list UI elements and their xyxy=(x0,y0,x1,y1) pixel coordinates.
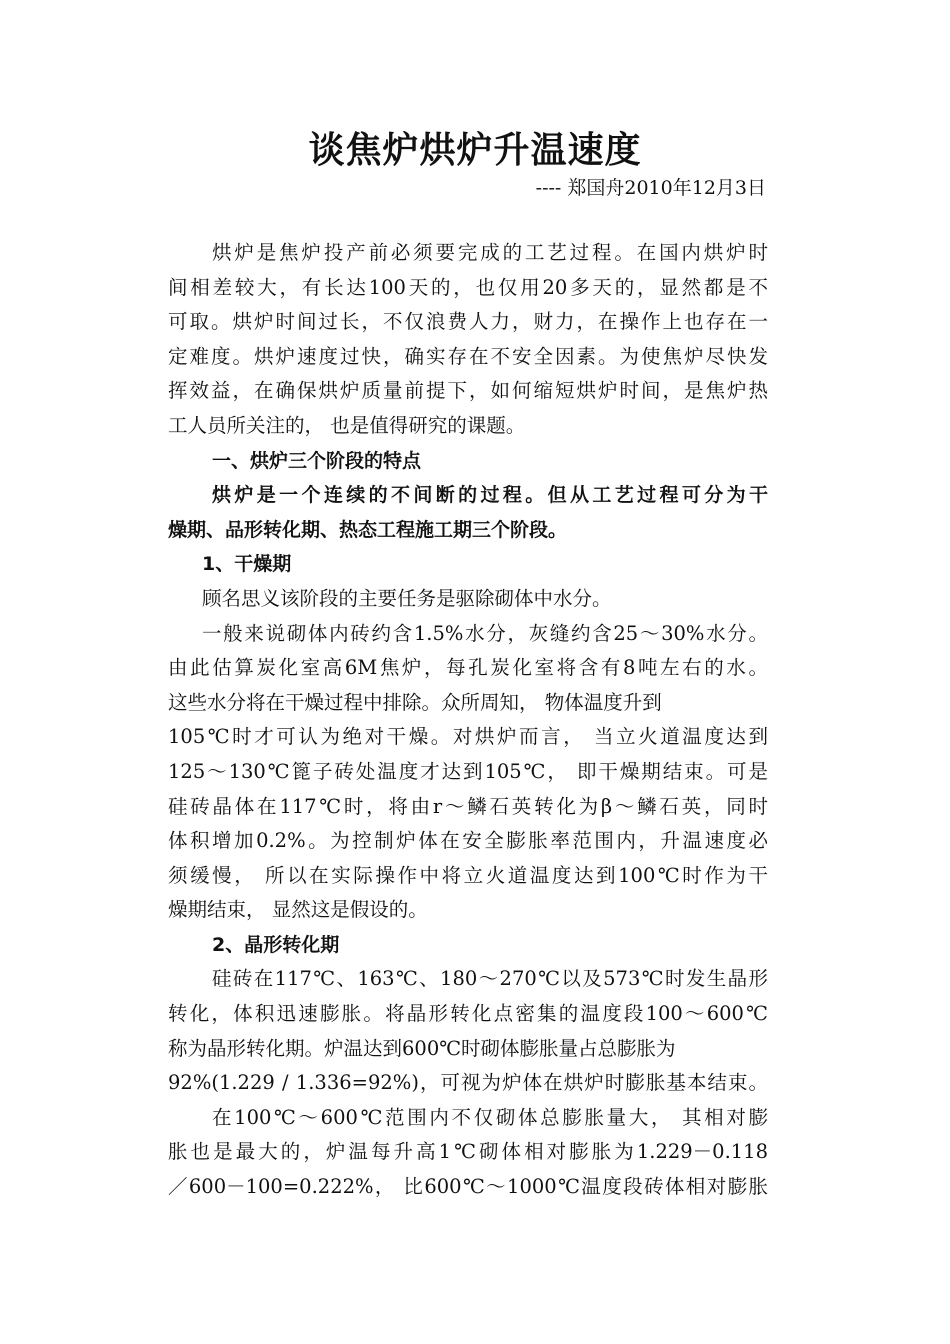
paragraph-line: ／600－100=0.222%， 比600℃～1000℃温度段砖体相对膨胀 xyxy=(168,1175,768,1199)
paragraph-line: 胀也是最大的，炉温每升高1℃砌体相对膨胀为1.229－0.118 xyxy=(168,1140,768,1164)
section-heading-line: 烘炉是一个连续的不间断的过程。但从工艺过程可分为干 xyxy=(212,484,768,507)
section-heading-line: 2、晶形转化期 xyxy=(212,933,340,956)
paragraph-line: 体积增加0.2%。为控制炉体在安全膨胀率范围内，升温速度必 xyxy=(168,829,768,853)
paragraph-line: 125～130℃篦子砖处温度才达到105℃， 即干燥期结束。可是 xyxy=(168,759,768,783)
page-title: 谈焦炉烘炉升温速度 xyxy=(308,130,642,171)
paragraph-line: 燥期结束， 显然这是假设的。 xyxy=(168,898,428,922)
paragraph-line: 顾名思义该阶段的主要任务是驱除砌体中水分。 xyxy=(202,586,612,610)
paragraph-line: 工人员所关注的， 也是值得研究的课题。 xyxy=(168,413,526,437)
paragraph-line: 由此估算炭化室高6M焦炉，每孔炭化室将含有8吨左右的水。 xyxy=(168,656,768,680)
author-date-line: ---- 郑国舟2010年12月3日 xyxy=(535,177,766,199)
document-body xyxy=(168,236,768,1205)
paragraph-line: 称为晶形转化期。炉温达到600℃时砌体膨胀量占总膨胀为 xyxy=(168,1036,676,1060)
paragraph-line: 可取。烘炉时间过长，不仅浪费人力，财力，在操作上也存在一 xyxy=(168,310,768,334)
paragraph-line: 105℃时才可认为绝对干燥。对烘炉而言， 当立火道温度达到 xyxy=(168,725,768,749)
paragraph-line: 在100℃～600℃范围内不仅砌体总膨胀量大， 其相对膨 xyxy=(212,1105,768,1129)
section-heading-line: 一、烘炉三个阶段的特点 xyxy=(212,449,422,472)
paragraph-line: 间相差较大，有长达100天的，也仅用20多天的，显然都是不 xyxy=(168,275,768,299)
paragraph-line: 硅砖在117℃、163℃、180～270℃以及573℃时发生晶形 xyxy=(212,967,768,991)
paragraph-line: 这些水分将在干燥过程中排除。众所周知， 物体温度升到 xyxy=(168,690,662,714)
paragraph-line: 硅砖晶体在117℃时，将由r～鳞石英转化为β～鳞石英，同时 xyxy=(168,794,768,818)
section-heading-line: 燥期、品形转化期、热态工程施工期三个阶段。 xyxy=(168,518,568,541)
paragraph-line: 转化，体积迅速膨胀。将晶形转化点密集的温度段100～600℃ xyxy=(168,1002,768,1026)
paragraph-line: 须缓慢， 所以在实际操作中将立火道温度达到100℃时作为干 xyxy=(168,863,768,887)
paragraph-line: 挥效益，在确保烘炉质量前提下，如何缩短烘炉时间，是焦炉热 xyxy=(168,379,768,403)
paragraph-line: 一般来说砌体内砖约含1.5%水分，灰缝约含25～30%水分。 xyxy=(202,621,768,645)
paragraph-line: 92%(1.229 / 1.336=92%)，可视为炉体在烘炉时膨胀基本结束。 xyxy=(168,1071,768,1095)
paragraph-line: 烘炉是焦炉投产前必须要完成的工艺过程。在国内烘炉时 xyxy=(212,241,768,264)
section-heading-line: 1、干燥期 xyxy=(202,553,292,576)
paragraph-line: 定难度。烘炉速度过快，确实存在不安全因素。为使焦炉尽快发 xyxy=(168,344,768,368)
